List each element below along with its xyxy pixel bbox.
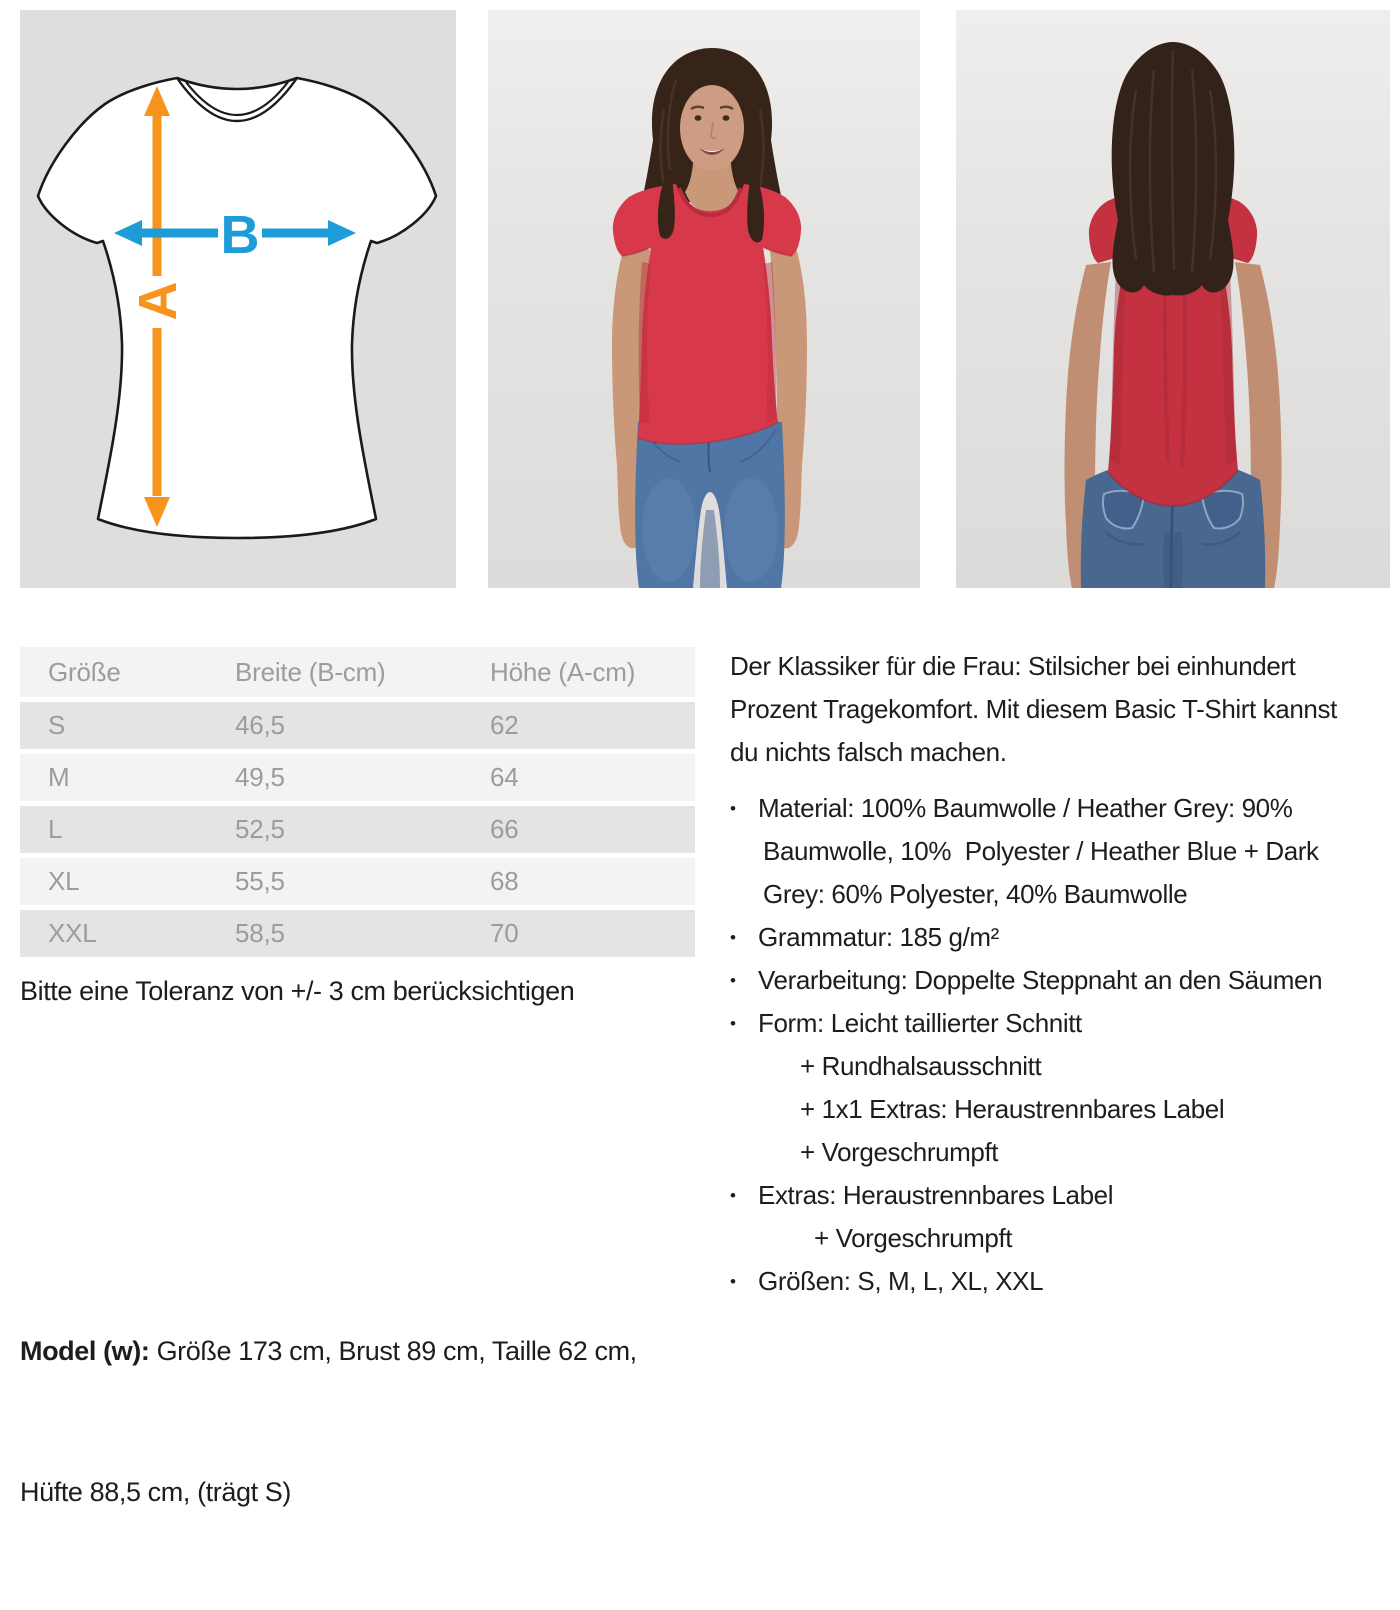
size-table bbox=[20, 647, 695, 957]
size-table-cell: 66 bbox=[490, 814, 519, 844]
bullet-dot: • bbox=[730, 1014, 736, 1033]
bullet-dot-spacer bbox=[730, 1217, 758, 1260]
description-intro bbox=[730, 645, 1398, 774]
measure-label-b: B bbox=[220, 205, 260, 265]
size-table-header-cell: Breite (B-cm) bbox=[235, 656, 386, 687]
size-table-cell: 55,5 bbox=[235, 866, 285, 896]
model-info-label: Model (w): bbox=[20, 1336, 150, 1366]
size-table-header-cell: Höhe (A-cm) bbox=[490, 656, 636, 687]
size-table-header-cell: Größe bbox=[48, 656, 121, 687]
model-info-line2: Hüfte 88,5 cm, (trägt S) bbox=[20, 1477, 291, 1507]
size-table-cell: 49,5 bbox=[235, 762, 285, 792]
size-table-cell: 62 bbox=[490, 710, 519, 740]
feature-text: Extras: Heraustrennbares Label bbox=[758, 1180, 1114, 1210]
size-table-cell: 52,5 bbox=[235, 814, 285, 844]
model-photo-back bbox=[956, 10, 1390, 588]
feature-text: + Vorgeschrumpft bbox=[814, 1223, 1013, 1253]
size-table-cell: 58,5 bbox=[235, 918, 285, 948]
description-intro-line: Der Klassiker für die Frau: Stilsicher bei einhundert bbox=[730, 651, 1296, 681]
bullet-dot: • bbox=[730, 1186, 736, 1205]
bullet-dot-spacer bbox=[730, 1088, 758, 1131]
size-table-cell: L bbox=[48, 814, 63, 844]
size-table-row bbox=[20, 858, 695, 905]
size-table-cell: 68 bbox=[490, 866, 519, 896]
description-intro-line: du nichts falsch machen. bbox=[730, 737, 1007, 767]
bullet-dot-spacer bbox=[730, 873, 758, 916]
model-info bbox=[20, 1234, 637, 1610]
hair-back-view bbox=[1112, 42, 1235, 296]
bullet-dot-spacer bbox=[730, 830, 758, 873]
feature-text: Grey: 60% Polyester, 40% Baumwolle bbox=[763, 879, 1188, 909]
feature-line bbox=[730, 787, 1398, 830]
size-diagram-panel bbox=[20, 10, 456, 588]
size-table-cell: XXL bbox=[48, 918, 97, 948]
model-front-illustration bbox=[488, 10, 920, 588]
feature-text: Form: Leicht taillierter Schnitt bbox=[758, 1008, 1082, 1038]
tshirt-outline bbox=[38, 78, 436, 538]
size-table-cell: S bbox=[48, 710, 66, 740]
model-photo-front bbox=[488, 10, 920, 588]
feature-line bbox=[730, 873, 1398, 916]
bullet-dot: • bbox=[730, 1272, 736, 1291]
feature-line bbox=[730, 916, 1398, 959]
tolerance-note: Bitte eine Toleranz von +/- 3 cm berücksichtigen bbox=[20, 976, 575, 1006]
feature-line bbox=[730, 959, 1398, 1002]
size-table-row bbox=[20, 702, 695, 749]
size-table-cell: XL bbox=[48, 866, 80, 896]
feature-text: Verarbeitung: Doppelte Steppnaht an den Säumen bbox=[758, 965, 1323, 995]
feature-line bbox=[730, 1045, 1398, 1088]
size-table-cell: 70 bbox=[490, 918, 519, 948]
feature-line bbox=[730, 1002, 1398, 1045]
bullet-dot: • bbox=[730, 971, 736, 990]
feature-text: + Vorgeschrumpft bbox=[800, 1137, 999, 1167]
feature-line bbox=[730, 1088, 1398, 1131]
size-table-header bbox=[20, 647, 695, 697]
size-table-row bbox=[20, 754, 695, 801]
feature-line bbox=[730, 830, 1398, 873]
size-table-cell: 46,5 bbox=[235, 710, 285, 740]
bullet-dot-spacer bbox=[730, 1131, 758, 1174]
measure-label-a: A bbox=[128, 281, 188, 321]
size-table-rows bbox=[20, 702, 695, 957]
feature-line bbox=[730, 1217, 1398, 1260]
feature-line bbox=[730, 1131, 1398, 1174]
feature-line bbox=[730, 1174, 1398, 1217]
feature-text: Grammatur: 185 g/m² bbox=[758, 922, 999, 952]
feature-text: + 1x1 Extras: Heraustrennbares Label bbox=[800, 1094, 1225, 1124]
bullet-dot: • bbox=[730, 799, 736, 818]
feature-list bbox=[730, 787, 1398, 1303]
feature-text: Material: 100% Baumwolle / Heather Grey: 90% bbox=[758, 793, 1293, 823]
size-table-row bbox=[20, 910, 695, 957]
feature-text: Baumwolle, 10% Polyester / Heather Blue + Dark bbox=[763, 836, 1319, 866]
model-info-measurements: Größe 173 cm, Brust 89 cm, Taille 62 cm, bbox=[149, 1336, 637, 1366]
tshirt-measure-diagram bbox=[20, 10, 456, 588]
description-intro-line: Prozent Tragekomfort. Mit diesem Basic T-Shirt kannst bbox=[730, 694, 1337, 724]
size-table-cell: M bbox=[48, 762, 70, 792]
size-table-cell: 64 bbox=[490, 762, 519, 792]
feature-text: + Rundhalsausschnitt bbox=[800, 1051, 1042, 1081]
bullet-dot-spacer bbox=[730, 1045, 758, 1088]
model-back-illustration bbox=[956, 10, 1390, 588]
size-table-row bbox=[20, 806, 695, 853]
product-description bbox=[730, 645, 1398, 1303]
model-info-line1 bbox=[20, 1328, 637, 1375]
bullet-dot: • bbox=[730, 928, 736, 947]
feature-line bbox=[730, 1260, 1398, 1303]
tshirt-front bbox=[613, 184, 801, 444]
feature-text: Größen: S, M, L, XL, XXL bbox=[758, 1266, 1044, 1296]
